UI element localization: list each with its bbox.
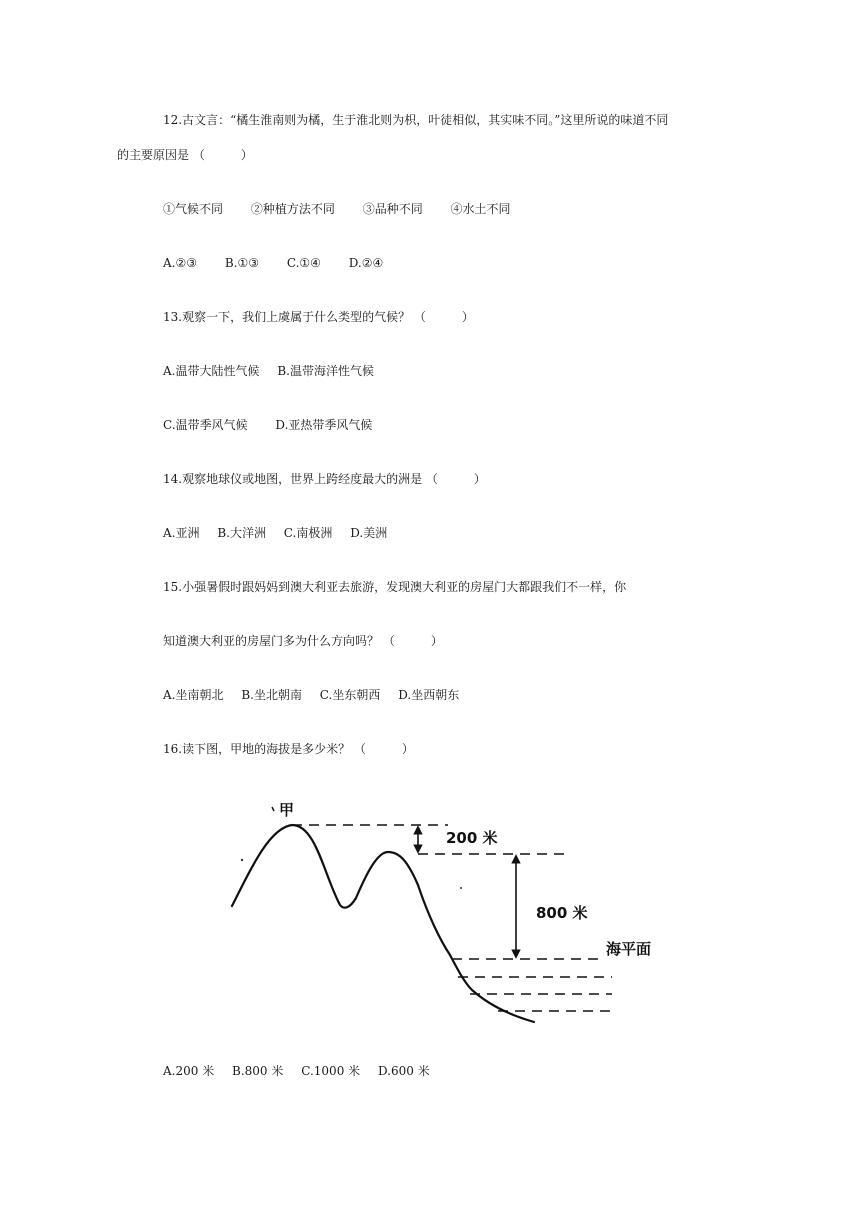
q12-statement-3: ③品种不同 xyxy=(362,202,423,216)
q14-option-b: B.大洋洲 xyxy=(217,526,266,540)
q16-options xyxy=(163,1063,430,1079)
q15-option-b: B.坐北朝南 xyxy=(241,688,302,702)
q15-options xyxy=(163,687,459,703)
q12-option-d: D.②④ xyxy=(348,256,384,270)
peak-tick xyxy=(272,807,274,811)
q15-stem-line2: 知道澳大利亚的房屋门多为什么方向吗？ （ ） xyxy=(163,634,443,648)
elevation-diagram xyxy=(228,790,652,1030)
q15-option-c: C.坐东朝西 xyxy=(319,688,381,702)
q15-option-d: D.坐西朝东 xyxy=(398,688,460,702)
q13-options-row1 xyxy=(163,363,374,379)
q12-options xyxy=(163,255,383,271)
q14-option-a: A.亚洲 xyxy=(163,526,200,540)
peak-label: 甲 xyxy=(279,801,295,819)
q16-option-a: A.200 米 xyxy=(163,1064,215,1078)
q12-option-b: B.①③ xyxy=(224,256,259,270)
q16-option-d: D.600 米 xyxy=(377,1064,430,1078)
q16-option-b: B.800 米 xyxy=(232,1064,284,1078)
q14-option-c: C.南极洲 xyxy=(283,526,333,540)
label-800-meters: 800 米 xyxy=(536,904,588,922)
q13-options-row2 xyxy=(163,417,372,433)
q13-option-d: D.亚热带季风气候 xyxy=(275,418,373,432)
q12-statement-4: ④水土不同 xyxy=(450,202,511,216)
q13-stem: 13.观察一下，我们上虞属于什么类型的气候？ （ ） xyxy=(163,310,474,324)
q13-option-a: A.温带大陆性气候 xyxy=(163,364,260,378)
q14-option-d: D.美洲 xyxy=(350,526,388,540)
scan-speck xyxy=(241,859,243,861)
q12-stem-line1: 12.古文言：“橘生淮南则为橘，生于淮北则为枳，叶徒相似，其实味不同。”这里所说的味道不同 xyxy=(163,113,669,127)
q12-statements xyxy=(163,201,511,217)
q12-stem-line2: 的主要原因是 （ ） xyxy=(117,148,253,162)
label-200-meters: 200 米 xyxy=(446,829,498,847)
q16-option-c: C.1000 米 xyxy=(301,1064,361,1078)
q14-stem: 14.观察地球仪或地图，世界上跨经度最大的洲是 （ ） xyxy=(163,472,486,486)
q12-option-c: C.①④ xyxy=(286,256,321,270)
elevation-diagram-svg xyxy=(228,790,652,1030)
scan-speck xyxy=(460,887,462,889)
q13-option-c: C.温带季风气候 xyxy=(163,418,248,432)
q15-stem-line1: 15.小强暑假时跟妈妈到澳大利亚去旅游，发现澳大利亚的房屋门大都跟我们不一样，你 xyxy=(163,580,627,594)
q12-option-a: A.②③ xyxy=(163,256,197,270)
q12-statement-1: ①气候不同 xyxy=(163,202,224,216)
q16-stem: 16.读下图，甲地的海拔是多少米？ （ ） xyxy=(163,742,414,756)
q14-options xyxy=(163,525,387,541)
q12-statement-2: ②种植方法不同 xyxy=(250,202,335,216)
q13-option-b: B.温带海洋性气候 xyxy=(277,364,374,378)
sea-level-label: 海平面 xyxy=(606,940,652,958)
q15-option-a: A.坐南朝北 xyxy=(163,688,224,702)
